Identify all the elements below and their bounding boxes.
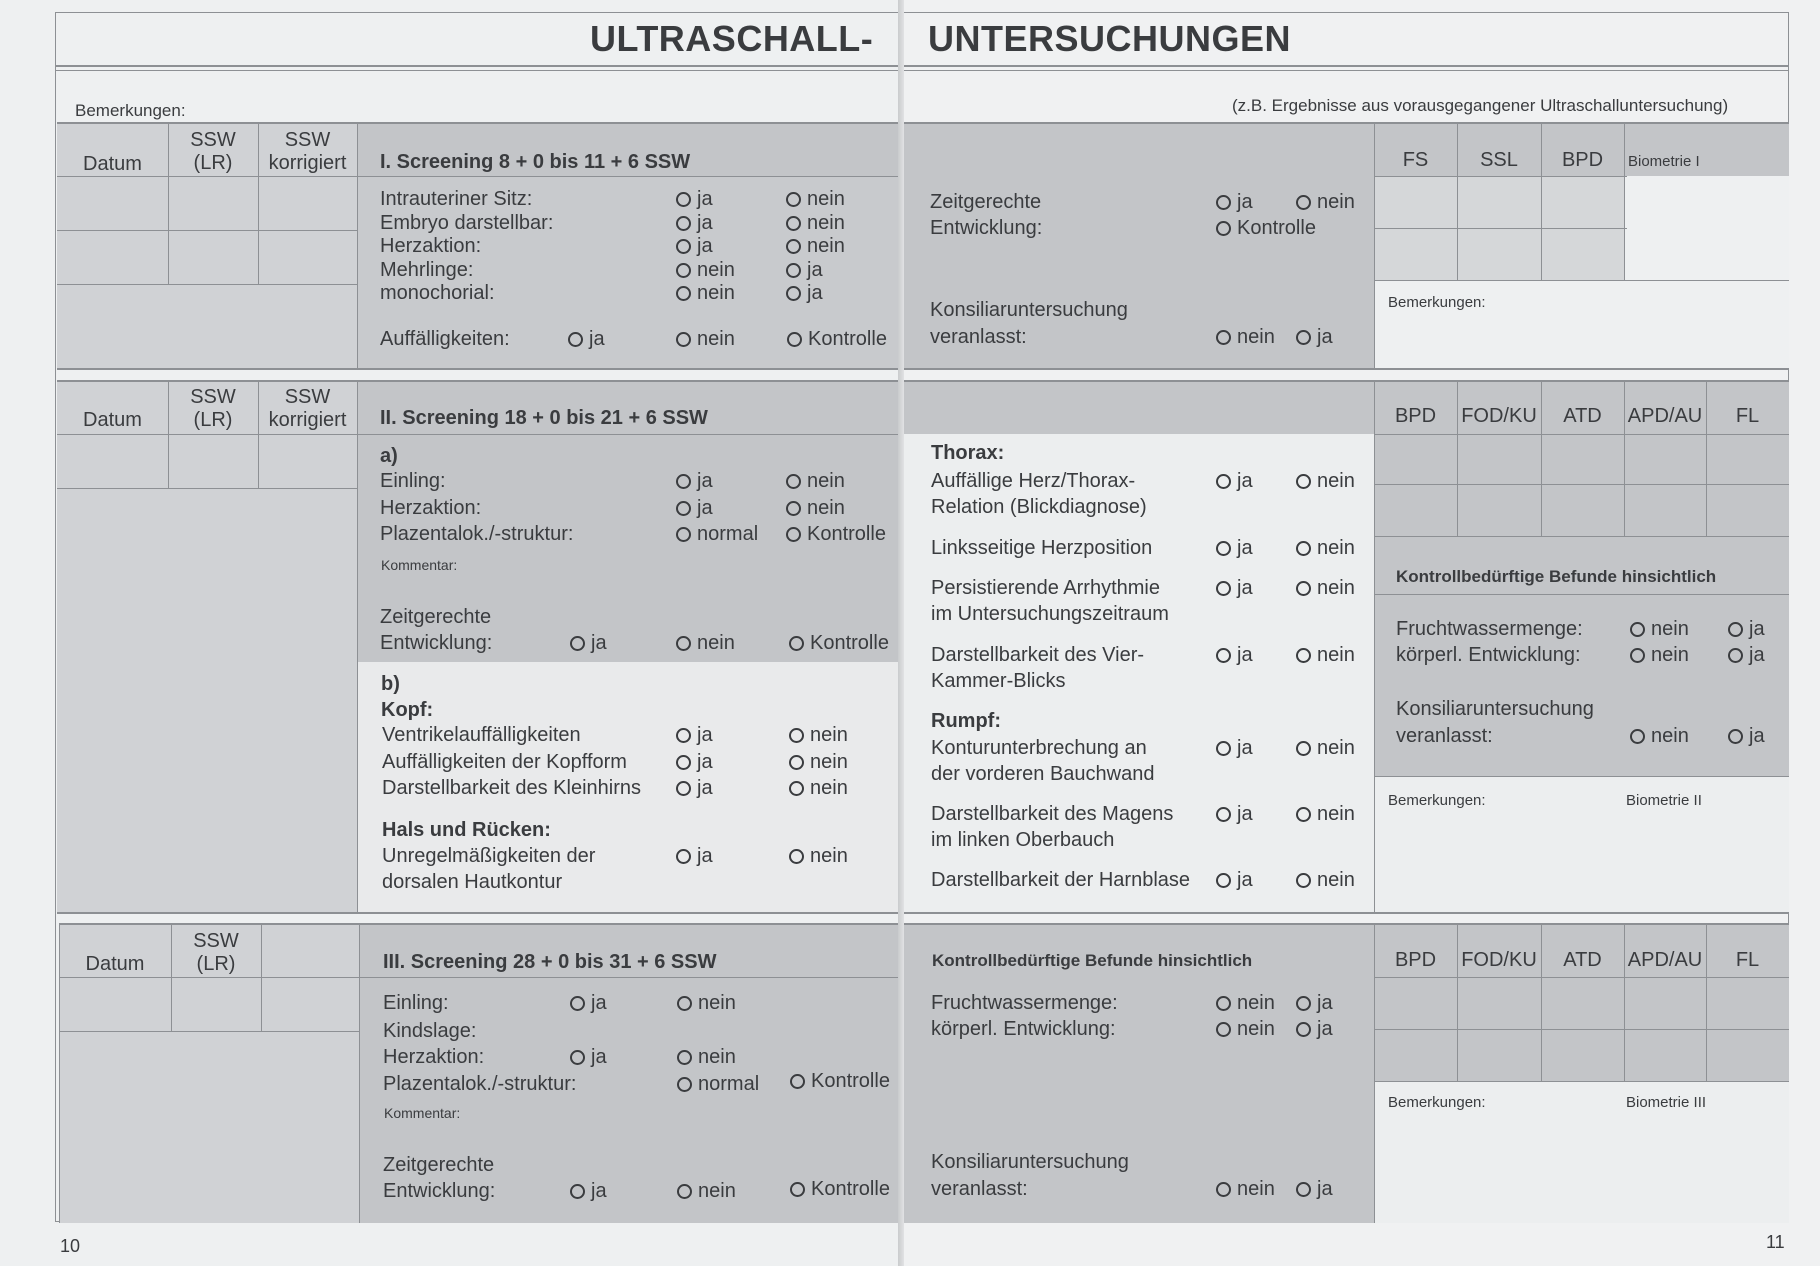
radio-icon (1216, 541, 1231, 556)
s2-zeit1: Zeitgerechte (380, 606, 492, 628)
s3-bio-col-3: APD/AU (1627, 949, 1703, 971)
s2-zeit-nein[interactable]: nein (676, 631, 735, 655)
s3-kons2: veranlasst: (931, 1178, 1028, 1200)
note-right: (z.B. Ergebnisse aus vorausgegangener Ultraschalluntersuchung) (1232, 96, 1729, 115)
radio-icon (786, 474, 801, 489)
s2-kommentar: Kommentar: (381, 557, 458, 573)
s1-row-label: Herzaktion: (380, 235, 482, 257)
s2-a-row-option-a[interactable]: ja (676, 496, 713, 520)
s3-kindslage: Kindslage: (383, 1020, 477, 1042)
s2-frucht-nein[interactable]: nein (1630, 617, 1689, 641)
s1-bio-col-0: FS (1402, 149, 1429, 171)
screening2-title: II. Screening 18 + 0 bis 21 + 6 SSW (380, 407, 708, 429)
s2-hals-row2: dorsalen Hautkontur (382, 871, 563, 893)
s2-a-label: a) (380, 445, 398, 467)
s2-hals-row1: Unregelmäßigkeiten der (382, 845, 596, 867)
s1-row-option-a[interactable]: ja (676, 211, 713, 235)
s2-koerper-ja[interactable]: ja (1728, 643, 1765, 667)
s3-zeit-ja[interactable]: ja (570, 1179, 607, 1203)
s1-row-option-b[interactable]: nein (786, 211, 845, 235)
radio-icon (1296, 195, 1311, 210)
radio-icon (1296, 474, 1311, 489)
s2-thorax-option-a[interactable]: ja (1216, 469, 1253, 493)
s2-rumpf-option-a[interactable]: ja (1216, 802, 1253, 826)
page-number-right: 11 (1766, 1232, 1785, 1252)
s2-zeit2: Entwicklung: (380, 632, 493, 654)
s1-row-option-a[interactable]: ja (676, 187, 713, 211)
page-title-right: UNTERSUCHUNGEN (928, 18, 1292, 59)
s2-bio-col-2: ATD (1563, 405, 1602, 427)
s2-thorax: Thorax: (931, 442, 1005, 464)
col-ssw-3: SSW (193, 930, 239, 952)
radio-icon (1728, 729, 1743, 744)
radio-icon (676, 332, 691, 347)
s1-kons-nein[interactable]: nein (1216, 325, 1275, 349)
radio-icon (676, 636, 691, 651)
s2-bio-col-1: FOD/KU (1461, 405, 1537, 427)
s2-rumpf-row-label2: der vorderen Bauchwand (931, 763, 1155, 785)
radio-icon (677, 996, 692, 1011)
s2-a-row-label: Plazentalok./-struktur: (380, 523, 574, 545)
radio-icon (677, 1184, 692, 1199)
s3-frucht: Fruchtwassermenge: (931, 992, 1118, 1014)
s2-a-row-label: Einling: (380, 470, 446, 492)
s2-thorax-option-a[interactable]: ja (1216, 536, 1253, 560)
s3-biometrie-label: Biometrie III (1626, 1094, 1707, 1111)
s2-hals: Hals und Rücken: (382, 819, 551, 841)
s2-zeit-kontrolle[interactable]: Kontrolle (789, 631, 889, 655)
s1-bemerkungen: Bemerkungen: (1388, 294, 1486, 311)
s1-row-label: Intrauteriner Sitz: (380, 188, 533, 210)
s3-zeit2: Entwicklung: (383, 1180, 496, 1202)
s2-rumpf-option-b[interactable]: nein (1296, 802, 1355, 826)
s1-row-option-b[interactable]: nein (786, 234, 845, 258)
s2-hals-nein[interactable]: nein (789, 844, 848, 868)
s2-thorax-option-a[interactable]: ja (1216, 643, 1253, 667)
s2-thorax-row-label: Persistierende Arrhythmie (931, 577, 1160, 599)
radio-icon (1296, 1182, 1311, 1197)
s2-zeit-ja[interactable]: ja (570, 631, 607, 655)
s1-row-option-a[interactable]: ja (676, 234, 713, 258)
radio-icon (676, 286, 691, 301)
radio-icon (1728, 622, 1743, 637)
s2-frucht: Fruchtwassermenge: (1396, 618, 1583, 640)
radio-icon (790, 1074, 805, 1089)
s1-row-option-b[interactable]: ja (786, 281, 823, 305)
col-ssw-2: SSW (190, 386, 236, 408)
s1-auff-ja[interactable]: ja (568, 327, 605, 351)
radio-icon (1296, 1022, 1311, 1037)
s2-rumpf: Rumpf: (931, 710, 1001, 732)
s3-kons-nein[interactable]: nein (1216, 1177, 1275, 1201)
s2-kopf-row-label: Ventrikelauffälligkeiten (382, 724, 581, 746)
s1-kons-ja[interactable]: ja (1296, 325, 1333, 349)
s3-frucht-ja[interactable]: ja (1296, 991, 1333, 1015)
radio-icon (787, 332, 802, 347)
s2-thorax-row-label: Linksseitige Herzposition (931, 537, 1153, 559)
s3-frucht-nein[interactable]: nein (1216, 991, 1275, 1015)
s1-auff-nein[interactable]: nein (676, 327, 735, 351)
s1-auff-kontrolle[interactable]: Kontrolle (787, 327, 887, 351)
radio-icon (1216, 741, 1231, 756)
radio-icon (786, 263, 801, 278)
radio-icon (789, 636, 804, 651)
s2-thorax-option-b[interactable]: nein (1296, 576, 1355, 600)
s2-kons-ja[interactable]: ja (1728, 724, 1765, 748)
s2-rumpf-option-b[interactable]: nein (1296, 868, 1355, 892)
s2-thorax-row-label2: Kammer-Blicks (931, 670, 1066, 692)
radio-icon (676, 755, 691, 770)
s3-herz-nein[interactable]: nein (677, 1045, 736, 1069)
radio-icon (676, 781, 691, 796)
radio-icon (1296, 807, 1311, 822)
s3-kommentar: Kommentar: (384, 1105, 461, 1121)
s2-kopf-row-label: Auffälligkeiten der Kopfform (382, 750, 627, 773)
radio-icon (570, 1050, 585, 1065)
s2-thorax-row-label2: im Untersuchungszeitraum (931, 603, 1169, 625)
s2-bemerkungen: Bemerkungen: (1388, 792, 1486, 809)
radio-icon (1216, 807, 1231, 822)
radio-icon (1296, 541, 1311, 556)
s1-row-option-b[interactable]: ja (786, 258, 823, 282)
s2-kopf-row-option-a[interactable]: ja (676, 776, 713, 800)
radio-icon (676, 501, 691, 516)
radio-icon (786, 286, 801, 301)
radio-icon (676, 474, 691, 489)
right-page (904, 0, 1820, 1266)
s2-thorax-option-a[interactable]: ja (1216, 576, 1253, 600)
s2-bio-col-4: FL (1735, 405, 1760, 427)
s3-plaz: Plazentalok./-struktur: (383, 1073, 577, 1095)
s1-bio-col-1: SSL (1480, 149, 1518, 171)
s2-frucht-ja[interactable]: ja (1728, 617, 1765, 641)
col-lr-2: (LR) (193, 409, 233, 431)
s2-a-row-option-b[interactable]: nein (786, 469, 845, 493)
radio-icon (676, 263, 691, 278)
radio-icon (786, 192, 801, 207)
s2-rumpf-row-label: Darstellbarkeit des Magens (931, 803, 1174, 825)
radio-icon (676, 849, 691, 864)
left-page (0, 0, 902, 1266)
s1-auff-label: Auffälligkeiten: (380, 328, 510, 350)
radio-icon (1216, 1182, 1231, 1197)
s1-zeit-ja[interactable]: ja (1216, 190, 1253, 214)
page-number-left: 10 (60, 1236, 81, 1256)
radio-icon (570, 996, 585, 1011)
s2-kontroll-title: Kontrollbedürftige Befunde hinsichtlich (1396, 567, 1717, 586)
s1-kons2: veranlasst: (930, 326, 1027, 348)
radio-icon (1296, 996, 1311, 1011)
s1-row-option-a[interactable]: nein (676, 281, 735, 305)
s2-thorax-row-label2: Relation (Blickdiagnose) (931, 496, 1147, 518)
s1-bio-col-2: BPD (1561, 149, 1604, 171)
radio-icon (1630, 648, 1645, 663)
screening3-title: III. Screening 28 + 0 bis 31 + 6 SSW (383, 951, 717, 973)
radio-icon (1296, 873, 1311, 888)
col-datum-3: Datum (85, 953, 145, 975)
s2-a-row-option-a[interactable]: normal (676, 522, 758, 546)
s2-a-row-option-b[interactable]: nein (786, 496, 845, 520)
s2-kopf-row-option-b[interactable]: nein (789, 776, 848, 800)
radio-icon (1296, 648, 1311, 663)
page-title-left: ULTRASCHALL- (590, 18, 874, 59)
s2-rumpf-row-label2: im linken Oberbauch (931, 829, 1115, 851)
s1-row-option-a[interactable]: nein (676, 258, 735, 282)
s3-zeit-nein[interactable]: nein (677, 1179, 736, 1203)
s3-kontroll-title: Kontrollbedürftige Befunde hinsichtlich (932, 951, 1253, 970)
radio-icon (786, 527, 801, 542)
s2-rumpf-row-label: Darstellbarkeit der Harnblase (931, 869, 1191, 891)
radio-icon (570, 1184, 585, 1199)
radio-icon (1296, 330, 1311, 345)
s3-kons-ja[interactable]: ja (1296, 1177, 1333, 1201)
s2-kons1: Konsiliaruntersuchung (1396, 698, 1594, 720)
radio-icon (1216, 474, 1231, 489)
s3-herz: Herzaktion: (383, 1046, 485, 1068)
s3-zeit1: Zeitgerechte (383, 1154, 495, 1176)
radio-icon (1216, 873, 1231, 888)
radio-icon (789, 849, 804, 864)
radio-icon (676, 192, 691, 207)
radio-icon (1216, 996, 1231, 1011)
s2-rumpf-option-b[interactable]: nein (1296, 736, 1355, 760)
s2-kopf-row-option-a[interactable]: ja (676, 723, 713, 747)
radio-icon (1216, 581, 1231, 596)
s1-row-label: monochorial: (380, 282, 495, 304)
s2-thorax-row-label: Darstellbarkeit des Vier- (931, 644, 1145, 666)
radio-icon (789, 728, 804, 743)
s2-kopf-row-option-b[interactable]: nein (789, 750, 848, 774)
s3-bio-col-2: ATD (1563, 949, 1602, 971)
col-lr-3: (LR) (196, 953, 236, 975)
s2-rumpf-option-a[interactable]: ja (1216, 868, 1253, 892)
s1-zeit-kontrolle[interactable]: Kontrolle (1216, 216, 1316, 240)
radio-icon (676, 527, 691, 542)
radio-icon (789, 781, 804, 796)
radio-icon (1216, 195, 1231, 210)
radio-icon (1216, 1022, 1231, 1037)
radio-icon (676, 239, 691, 254)
radio-icon (677, 1050, 692, 1065)
s3-koerper-ja[interactable]: ja (1296, 1017, 1333, 1041)
s2-thorax-row-label: Auffällige Herz/Thorax- (931, 470, 1136, 492)
s3-bio-col-4: FL (1735, 949, 1760, 971)
s2-a-row-label: Herzaktion: (380, 496, 482, 519)
col-ssw-1: SSW (190, 129, 236, 151)
radio-icon (570, 636, 585, 651)
s3-bio-col-1: FOD/KU (1461, 949, 1537, 971)
s2-thorax-option-b[interactable]: nein (1296, 643, 1355, 667)
s3-zeit-kontrolle[interactable]: Kontrolle (790, 1177, 890, 1201)
s3-herz-ja[interactable]: ja (570, 1045, 607, 1069)
col-korrigiert-2: korrigiert (268, 409, 347, 431)
radio-icon (789, 755, 804, 770)
s2-rumpf-option-a[interactable]: ja (1216, 736, 1253, 760)
s3-einling: Einling: (383, 992, 449, 1014)
s3-bemerkungen: Bemerkungen: (1388, 1094, 1486, 1111)
s2-kopf-row-option-b[interactable]: nein (789, 723, 848, 747)
radio-icon (676, 728, 691, 743)
s1-biometrie-label: Biometrie I (1628, 153, 1700, 170)
s2-kopf-row-option-a[interactable]: ja (676, 750, 713, 774)
s1-row-option-b[interactable]: nein (786, 187, 845, 211)
s2-a-row-option-a[interactable]: ja (676, 469, 713, 493)
s2-bio-col-3: APD/AU (1627, 405, 1703, 427)
col-datum-2: Datum (83, 409, 142, 431)
s3-bio-col-0: BPD (1394, 949, 1437, 971)
col-ssw2-2: SSW (284, 386, 331, 408)
s3-einling-ja[interactable]: ja (570, 991, 607, 1015)
col-ssw2-1: SSW (284, 129, 331, 151)
col-datum-1: Datum (83, 153, 142, 175)
s2-bio-col-0: BPD (1394, 405, 1437, 427)
s3-kons1: Konsiliaruntersuchung (931, 1151, 1129, 1173)
s1-row-label: Embryo darstellbar: (380, 211, 554, 234)
s1-zeit-nein[interactable]: nein (1296, 190, 1355, 214)
s1-row-label: Mehrlinge: (380, 258, 474, 281)
radio-icon (677, 1077, 692, 1092)
s2-biometrie-label: Biometrie II (1626, 792, 1702, 809)
s2-hals-ja[interactable]: ja (676, 844, 713, 868)
radio-icon (1630, 729, 1645, 744)
s2-koerper-nein[interactable]: nein (1630, 643, 1689, 667)
s2-rumpf-row-label: Konturunterbrechung an (931, 737, 1147, 759)
radio-icon (1630, 622, 1645, 637)
s1-kons1: Konsiliaruntersuchung (930, 299, 1128, 321)
radio-icon (790, 1182, 805, 1197)
s2-kopf: Kopf: (381, 699, 434, 721)
s2-a-row-option-b[interactable]: Kontrolle (786, 522, 886, 546)
s2-koerper: körperl. Entwicklung: (1396, 644, 1581, 666)
s3-einling-nein[interactable]: nein (677, 991, 736, 1015)
radio-icon (786, 501, 801, 516)
radio-icon (786, 216, 801, 231)
bemerkungen-label: Bemerkungen: (75, 101, 186, 120)
s2-kons2: veranlasst: (1396, 725, 1493, 747)
radio-icon (676, 216, 691, 231)
s3-plaz-kontrolle[interactable]: Kontrolle (790, 1069, 890, 1093)
s2-b-label: b) (381, 673, 400, 695)
s1-zeit2: Entwicklung: (930, 217, 1043, 239)
s2-kons-nein[interactable]: nein (1630, 724, 1689, 748)
col-korrigiert-1: korrigiert (268, 152, 347, 174)
s3-plaz-normal[interactable]: normal (677, 1072, 759, 1096)
radio-icon (786, 239, 801, 254)
s2-thorax-option-b[interactable]: nein (1296, 469, 1355, 493)
radio-icon (1216, 330, 1231, 345)
col-lr-1: (LR) (193, 152, 233, 174)
s2-kopf-row-label: Darstellbarkeit des Kleinhirns (382, 777, 642, 799)
s3-koerper: körperl. Entwicklung: (931, 1018, 1116, 1040)
radio-icon (568, 332, 583, 347)
screening1-title: I. Screening 8 + 0 bis 11 + 6 SSW (380, 151, 691, 173)
radio-icon (1296, 741, 1311, 756)
radio-icon (1296, 581, 1311, 596)
radio-icon (1216, 648, 1231, 663)
radio-icon (1728, 648, 1743, 663)
s1-zeit1: Zeitgerechte (930, 191, 1042, 213)
s3-koerper-nein[interactable]: nein (1216, 1017, 1275, 1041)
radio-icon (1216, 221, 1231, 236)
s2-thorax-option-b[interactable]: nein (1296, 536, 1355, 560)
